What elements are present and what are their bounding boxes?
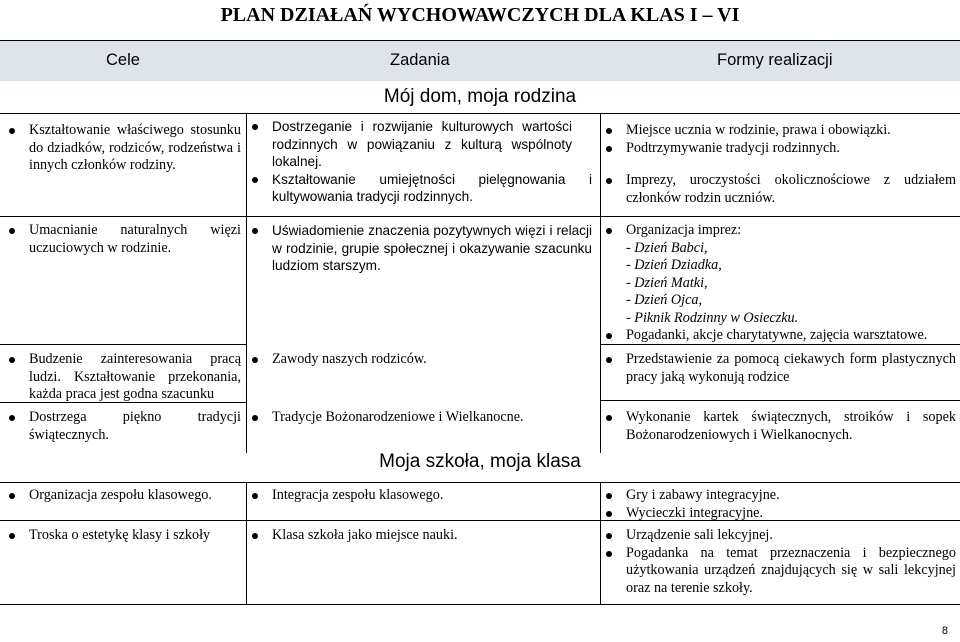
- section-title-text: Moja szkoła, moja klasa: [375, 451, 585, 472]
- list-item: Integracja zespołu klasowego.: [246, 487, 592, 505]
- row4-formy: [600, 409, 956, 444]
- row1-cele: [3, 122, 241, 175]
- school-row1-zadania: [246, 487, 592, 505]
- school-row1-formy: [600, 487, 956, 522]
- section-title-school: [0, 453, 960, 471]
- event-item: - Dzień Ojca,: [626, 292, 703, 308]
- event-item: - Dzień Dziadka,: [626, 257, 722, 273]
- row2-zadania: [246, 222, 592, 275]
- section-title-home: Mój dom, moja rodzina: [383, 86, 577, 107]
- list-item: Organizacja zespołu klasowego.: [3, 487, 241, 505]
- table-header: [0, 40, 960, 81]
- list-item: Gry i zabawy integracyjne.: [600, 487, 956, 505]
- event-item: - Dzień Babci,: [626, 239, 708, 256]
- school-row1-cele: [3, 487, 241, 505]
- row4-zadania: [246, 409, 592, 427]
- list-item: Kształtowanie umiejętności pielęgnowania i kultywowania tradycji rodzinnych.: [246, 171, 592, 206]
- rule: [0, 482, 960, 483]
- list-item: Wykonanie kartek świątecznych, stroików i sopek Bożonarodzeniowych i Wielkanocnych.: [600, 409, 956, 444]
- list-item: Kształtowanie właściwego stosunku do dziadków, rodziców, rodzeństwa i innych członków rodziny.: [3, 122, 241, 175]
- list-item: Budzenie zainteresowania pracą ludzi. Kształtowanie przekonania, każda praca jest godna szacunku: [3, 351, 241, 404]
- list-item: Pogadanka na temat przeznaczenia i bezpiecznego użytkowania urządzeń znajdujących się w sali lekcyjnej oraz na terenie szkoły.: [600, 545, 956, 598]
- list-item: Pogadanki, akcje charytatywne, zajęcia warsztatowe.: [600, 327, 956, 345]
- row2-formy: [600, 222, 956, 345]
- event-item: - Piknik Rodzinny w Osieczku.: [626, 309, 799, 326]
- header-zadania: Zadania: [390, 51, 450, 69]
- rule: [0, 604, 960, 605]
- header-formy: Formy realizacji: [717, 51, 833, 69]
- list-item: Umacnianie naturalnych więzi uczuciowych w rodzinie.: [3, 222, 241, 257]
- row3-zadania: [246, 351, 592, 369]
- row3-cele: [3, 351, 241, 404]
- list-item: Wycieczki integracyjne.: [600, 505, 956, 523]
- row3-formy: [600, 351, 956, 386]
- row4-cele: [3, 409, 241, 444]
- page-number: 8: [941, 624, 948, 637]
- list-item: Urządzenie sali lekcyjnej.: [600, 527, 956, 545]
- page-title: PLAN DZIAŁAŃ WYCHOWAWCZYCH DLA KLAS I – VI: [220, 4, 740, 26]
- list-item: Uświadomienie znaczenia pozytywnych więzi i relacji w rodzinie, grupie społecznej i okazywanie szacunku ludziom starszym.: [246, 222, 592, 275]
- school-row2-zadania: [246, 527, 592, 545]
- school-row2-formy: [600, 527, 956, 597]
- list-item: Podtrzymywanie tradycji rodzinnych.: [600, 140, 956, 158]
- rule: [600, 400, 960, 401]
- list-item: Imprezy, uroczystości okolicznościowe z udziałem członków rodzin uczniów.: [600, 172, 956, 207]
- list-item: Przedstawienie za pomocą ciekawych form plastycznych pracy jaką wykonują rodzice: [600, 351, 956, 386]
- list-item: Tradycje Bożonarodzeniowe i Wielkanocne.: [246, 409, 592, 427]
- school-row2-cele: [3, 527, 241, 545]
- list-item: Organizacja imprez:: [600, 222, 956, 240]
- row2-cele: [3, 222, 241, 257]
- list-item: Troska o estetykę klasy i szkoły: [3, 527, 241, 545]
- rule: [0, 344, 246, 345]
- list-item: Dostrzega piękno tradycji świątecznych.: [3, 409, 241, 444]
- list-item: Zawody naszych rodziców.: [246, 351, 592, 369]
- list-item: Dostrzeganie i rozwijanie kulturowych wartości rodzinnych w powiązaniu z kulturą wspólnoty lokalnej.: [246, 118, 592, 171]
- rule: [0, 113, 960, 114]
- rule: [0, 216, 960, 217]
- row1-zadania: [246, 118, 592, 206]
- header-cele: Cele: [106, 51, 140, 69]
- list-item: Klasa szkoła jako miejsce nauki.: [246, 527, 592, 545]
- event-item: - Dzień Matki,: [626, 274, 708, 291]
- row1-formy: [600, 122, 956, 207]
- list-item: Miejsce ucznia w rodzinie, prawa i obowiązki.: [600, 122, 956, 140]
